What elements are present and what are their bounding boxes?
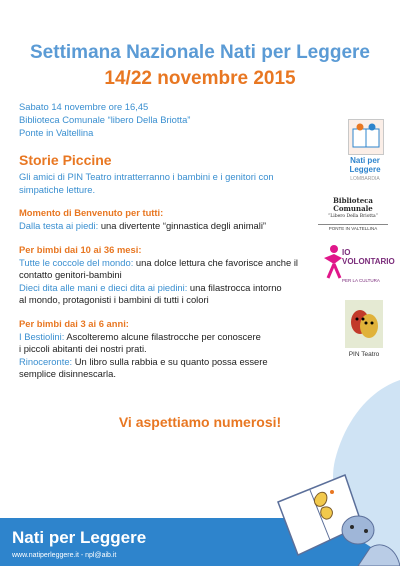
show-description: Gli amici di PIN Teatro intratterranno i bambini e i genitori con simpatiche letture. [19,171,274,195]
volunteer-logo-name: IO VOLONTARIO [342,248,395,266]
library-logo-place: PONTE IN VALTELLINA [318,224,388,231]
toddlers-item1-title: Tutte le coccole del mondo: [19,256,134,268]
toddlers-item1-text: una dolce lettura che favorisce anche il [133,256,298,268]
library-logo-name: Biblioteca Comunale [333,196,373,213]
pin-teatro-name: PIN Teatro [348,351,380,358]
age-block-kids [19,318,268,381]
npl-logo-name: Nati per Leggere [349,156,381,174]
toddlers-item2-text: una filastrocca intorno [187,281,282,293]
kids-item2-title: Rinoceronte: [19,355,73,367]
show-title: Storie Piccine [19,152,112,168]
library-logo [318,197,388,221]
kids-item1-title: I Bestiolini: [19,330,65,342]
npl-logo-region: LOMBARDIA [350,176,380,182]
venue-town: Ponte in Valtellina [19,127,94,138]
toddlers-item1-text2: contatto genitori-bambini [19,269,122,280]
venue-date: Sabato 14 novembre ore 16,45 [19,101,149,112]
toddlers-item2-title: Dieci dita alle mani e dieci dita ai piedini: [19,281,188,293]
volunteer-logo-icon [322,244,344,280]
welcome-block [19,207,266,232]
volunteer-logo-sub: PER LA CULTURA [342,278,380,283]
toddlers-item2-text2: al mondo, protagonisti i bambini di tutti i colori [19,294,209,305]
venue-library: Biblioteca Comunale “libero Della Briotta” [19,114,191,125]
welcome-item-title: Dalla testa ai piedi: [19,219,99,231]
kids-item2-text2: semplice disinnescarla. [19,368,116,379]
venue-info [19,100,190,139]
event-dates: 14/22 novembre 2015 [104,68,296,89]
kids-item2-text: Un libro sulla rabbia e su quanto possa essere [72,355,268,367]
kids-item1-text: Ascolteremo alcune filastrocche per conoscere [64,330,261,342]
toddlers-heading: Per bimbi dai 10 ai 36 mesi: [19,244,142,255]
kids-item1-text2: i piccoli abitanti dei nostri prati. [19,343,147,354]
npl-logo-icon [348,119,384,155]
welcome-heading: Momento di Benvenuto per tutti: [19,207,164,218]
event-title: Settimana Nazionale Nati per Leggere [30,42,370,63]
age-block-toddlers [19,244,298,307]
footer-brand: Nati per Leggere [12,528,147,547]
pin-teatro-logo-icon [345,300,383,348]
footer-website: www.natiperleggere.it - npl@aib.it [12,552,117,559]
child-reading-illustration [250,380,400,566]
closing-message: Vi aspettiamo numerosi! [118,414,282,430]
welcome-item-text: una divertente “ginnastica degli animali” [98,219,267,231]
kids-heading: Per bimbi dai 3 ai 6 anni: [19,318,129,329]
library-logo-sub: “Libero Della Briotta” [327,214,379,219]
